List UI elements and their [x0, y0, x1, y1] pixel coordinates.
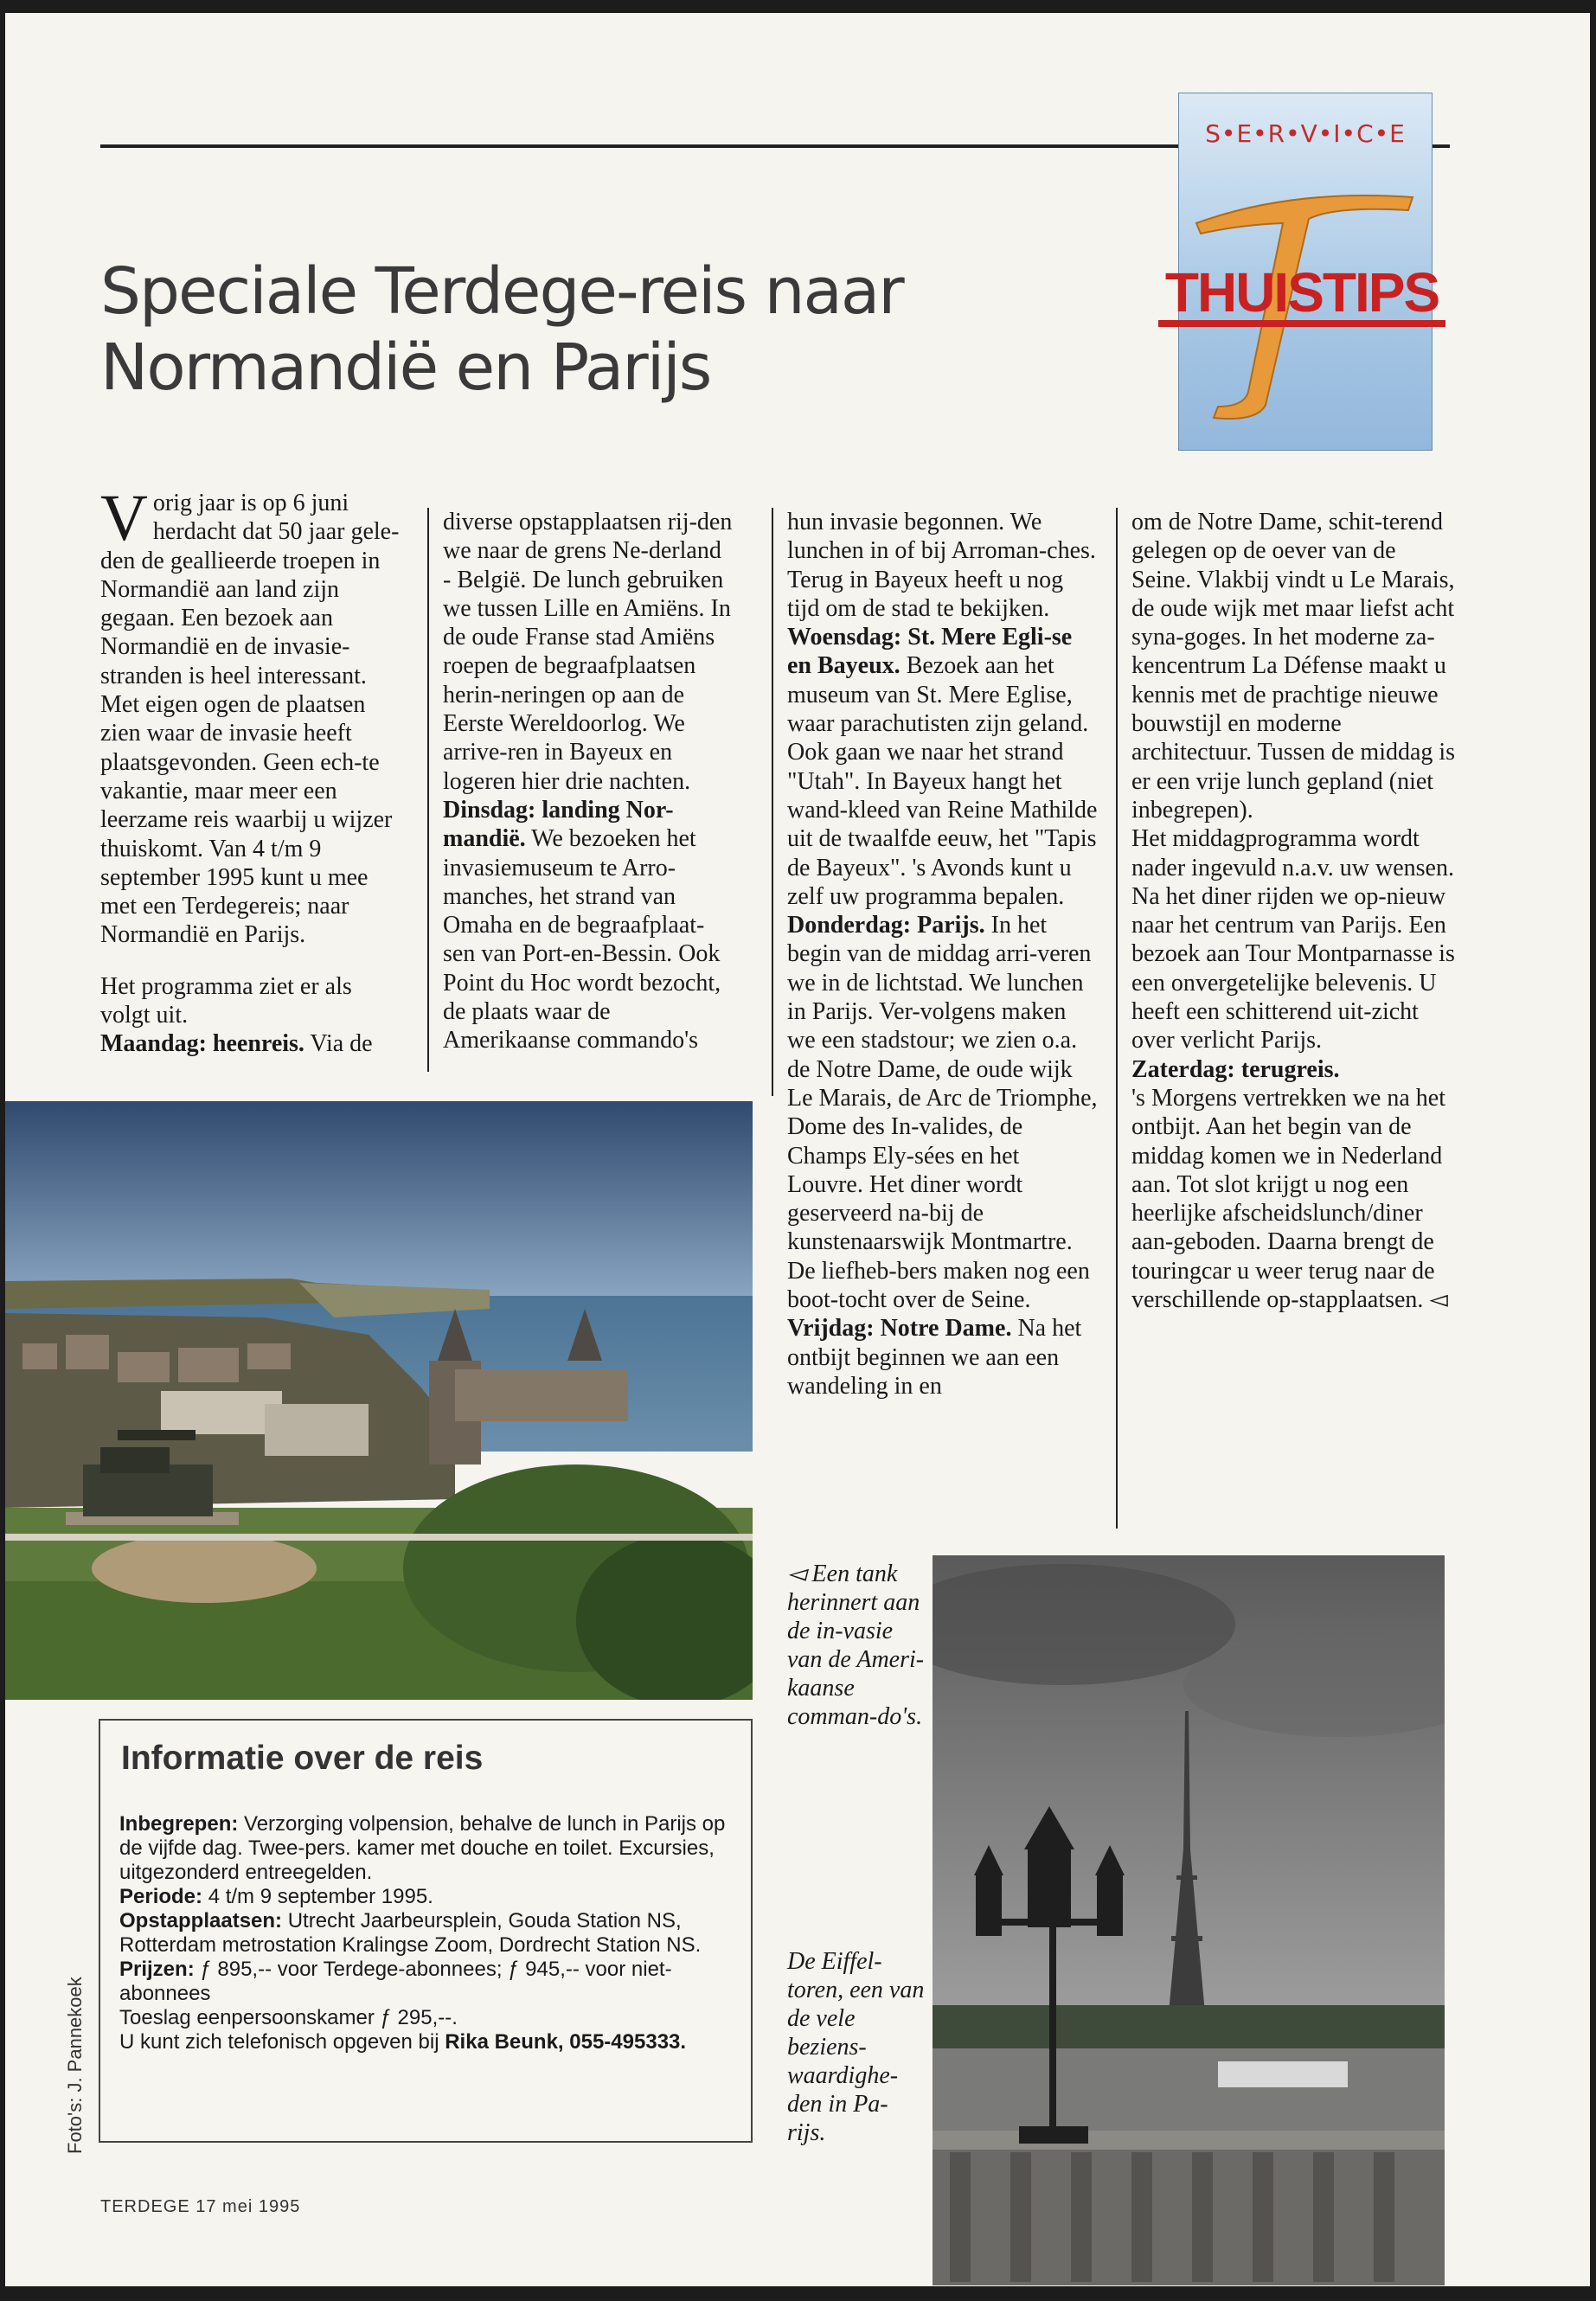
- article-column-2: diverse opstapplaatsen rij-den we naar de grens Ne-derland - België. De lunch gebruiken we tussen Lille en Amiëns. In de oude Franse stad Amiëns roepen de begraafplaatsen herin-neringen op aan de Eerste Wereldoorlog. We arrive-ren in Bayeux en logeren hier drie nachten. Dinsdag: landing Nor-mandië. We bezoeken het invasiemuseum te Arro-manches, het strand van Omaha en de begraafplaat-sen van Port-en-Bessin. Ook Point du Hoc wordt bezocht, de plaats waar de Amerikaanse commando's: [443, 509, 733, 1054]
- tank-caption: ◅ Een tank herinnert aan de in-vasie van de Ameri-kaanse comman-do's.: [787, 1561, 925, 1730]
- magazine-page: [5, 13, 1590, 2286]
- photo-credit: Foto's: J. Pannekoek: [64, 1977, 86, 2154]
- service-label: S•E•R•V•I•C•E: [1205, 119, 1406, 148]
- drop-cap: V: [100, 482, 148, 554]
- thuistips-logo: [1164, 93, 1439, 451]
- column-divider: [772, 508, 773, 1096]
- thuistips-wordmark: THUISTIPS: [1158, 265, 1445, 327]
- info-heading: Informatie over de reis: [121, 1740, 484, 1777]
- article-column-4: om de Notre Dame, schit-terend gelegen op de oever van de Seine. Vlakbij vindt u Le Marais, de oude wijk met maar liefst acht syna-goges. In het moderne za-kencentrum La Défense maakt u kennis met de prachtige nieuwe bouwstijl en moderne architectuur. Tussen de middag is er een vrije lunch gepland (niet inbegrepen). Het middagprogramma wordt nader ingevuld n.a.v. uw wensen. Na het diner rijden we op-nieuw naar het centrum van Parijs. Een bezoek aan Tour Montparnasse is een onvergetelijke belevenis. U heeft een schitterend uit-zicht over verlicht Parijs. Zaterdag: terugreis. 's Morgens vertrekken we na het ontbijt. Aan het begin van de middag komen we in Nederland aan. Tot slot krijgt u nog een heerlijke afscheidslunch/diner aan-geboden. Daarna brengt de touringcar u weer terug naar de verschillende op-stapplaatsen. ◅: [1131, 509, 1456, 1314]
- page-title: Speciale Terdege-reis naar Normandië en Parijs: [100, 254, 903, 405]
- eiffel-caption: De Eiffel-toren, een van de vele beziens-waardighe-den in Pa-rijs.: [787, 1948, 925, 2146]
- eiffel-tower-photo: [933, 1555, 1445, 2285]
- page-footer: TERDEGE 17 mei 1995: [100, 2197, 301, 2216]
- column-divider: [427, 508, 429, 1072]
- article-column-3: hun invasie begonnen. We lunchen in of bij Arroman-ches. Terug in Bayeux heeft u nog tijd om de stad te bekijken. Woensdag: St. Mere Egli-se en Bayeux. Bezoek aan het museum van St. Mere Eglise, waar parachutisten zijn geland. Ook gaan we naar het strand "Utah". In Bayeux hangt het wand-kleed van Reine Mathilde uit de twaalfde eeuw, het "Tapis de Bayeux". 's Avonds kunt u zelf uw programma bepalen. Donderdag: Parijs. In het begin van de middag arri-veren we in de lichtstad. We lunchen in Parijs. Ver-volgens maken we een stadstour; we zien o.a. de Notre Dame, de oude wijk Le Marais, de Arc de Triomphe, Dome des In-valides, de Champs Ely-sées en het Louvre. Het diner wordt geserveerd na-bij de kunstenaarswijk Montmartre. De liefheb-bers maken nog een boot-tocht over de Seine. Vrijdag: Notre Dame. Na het ontbijt beginnen we aan een wandeling in en: [787, 509, 1098, 1400]
- article-column-1: Vorig jaar is op 6 juni herdacht dat 50 jaar gele-den de geallieerde troepen in Normandië aan land zijn gegaan. Een bezoek aan Normandië en de invasie-stranden is heel interessant. Met eigen ogen de plaatsen zien waar de invasie heeft plaatsgevonden. Geen ech-te vakantie, maar meer een leerzame reis waarbij u wijzer thuiskomt. Van 4 t/m 9 september 1995 kunt u mee met een Terdegereis; naar Normandië en Parijs. Het programma ziet er als volgt uit. Maandag: heenreis. Via de: [100, 482, 400, 1058]
- normandy-coast-photo: [5, 1101, 753, 1700]
- info-body: Inbegrepen: Verzorging volpension, behalve de lunch in Parijs op de vijfde dag. Twee-pers. kamer met douche en toilet. Excursies, uitgezonderd entreegelden. Periode: 4 t/m 9 september 1995. Opstapplaatsen: Utrecht Jaarbeursplein, Gouda Station NS, Rotterdam metrostation Kralingse Zoom, Dordrecht Station NS. Prijzen: ƒ 895,-- voor Terdege-abonnees; ƒ 945,-- voor niet-abonnees Toeslag eenpersoonskamer ƒ 295,--. U kunt zich telefonisch opgeven bij Rika Beunk, 055-495333.: [119, 1812, 726, 2054]
- column-divider: [1116, 508, 1118, 1529]
- info-box: [99, 1719, 753, 2143]
